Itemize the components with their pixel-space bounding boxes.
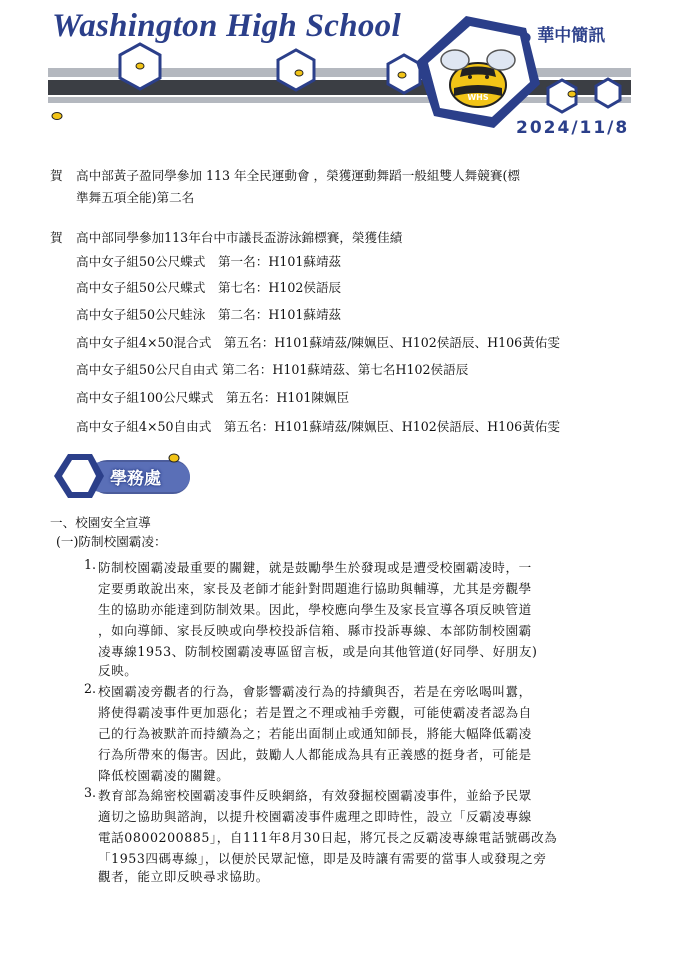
result-line: 高中女子組4×50混合式 第五名：H101蘇靖茲/陳姵臣、H102侯語辰、H106黃佑雯 — [76, 335, 560, 350]
bee-bullet-icon: ● — [520, 30, 532, 45]
item-line: 生的協助亦能達到防制效果。因此，學校應向學生及家長宣導各項反映管道 — [98, 602, 532, 617]
announcement-line: 準舞五項全能)第二名 — [76, 190, 195, 205]
small-bee-icon — [52, 113, 62, 120]
item-line: 定要勇敢說出來，家長及老師才能針對問題進行協助與輔導，尤其是旁觀學 — [98, 581, 532, 596]
item-number: 1. — [84, 557, 97, 572]
item-line: 將使得霸凌事件更加惡化；若是置之不理或袖手旁觀，可能使霸凌者認為自 — [98, 705, 532, 720]
issue-date: 2024/11/8 — [516, 118, 630, 138]
small-bee-icon — [295, 70, 303, 76]
small-bee-icon — [136, 63, 144, 69]
item-line: 適切之協助與諮詢，以提升校園霸凌事件處理之即時性，設立「反霸凌專線 — [98, 809, 532, 824]
announcement-line: 高中部黃子盈同學參加 113 年全民運動會 ，榮獲運動舞蹈一般組雙人舞競賽(標 — [76, 168, 520, 183]
item-line: 校園霸凌旁觀者的行為，會影響霸凌行為的持續與否，若是在旁吆喝叫囂， — [98, 684, 532, 699]
item-line: 反映。 — [98, 663, 138, 678]
item-number: 2. — [84, 681, 97, 696]
logo-text: WHS — [467, 93, 489, 102]
section-bee-icon — [169, 454, 179, 462]
item-line: 己的行為被默許而持續為之；若能出面制止或通知師長，將能大幅降低霸凌 — [98, 726, 532, 741]
banner-stripe-light — [48, 97, 631, 103]
result-line: 高中女子組50公尺自由式 第二名：H101蘇靖茲、第七名H102侯語辰 — [76, 362, 469, 377]
item-line: 凌專線1953、防制校園霸凌專區留言板，或是向其他管道(好同學、好朋友) — [98, 644, 538, 659]
section-subheading: (一)防制校園霸凌： — [56, 534, 167, 549]
item-line: 行為所帶來的傷害。因此，鼓勵人人都能成為具有正義感的挺身者，可能是 — [98, 747, 532, 762]
result-line: 高中女子組50公尺蝶式 第七名：H102侯語辰 — [76, 280, 342, 295]
school-name: Washington High School — [52, 8, 401, 44]
item-line: 「1953四碼專線」，以便於民眾記憶，即是及時讓有需要的當事人或發現之旁 — [98, 851, 547, 866]
item-line: 防制校園霸凌最重要的關鍵，就是鼓勵學生於發現或是遭受校園霸凌時，一 — [98, 560, 532, 575]
item-line: 教育部為綿密校園霸凌事件反映網絡，有效發掘校園霸凌事件，並給予民眾 — [98, 788, 532, 803]
small-bee-icon — [568, 91, 576, 97]
result-line: 高中女子組4×50自由式 第五名：H101蘇靖茲/陳姵臣、H102侯語辰、H106黃佑雯 — [76, 419, 560, 434]
small-bee-icon — [398, 72, 406, 78]
section-badge-label: 學務處 — [110, 469, 161, 489]
result-line: 高中女子組50公尺蛙泳 第二名：H101蘇靖茲 — [76, 307, 342, 322]
item-line: 降低校園霸凌的關鍵。 — [98, 768, 230, 783]
announcement-line: 高中部同學參加113年台中市議長盃游泳錦標賽，榮獲佳績 — [76, 230, 403, 245]
hexagon-decoration — [596, 79, 620, 107]
item-line: 觀者，能立即反映尋求協助。 — [98, 869, 269, 884]
result-line: 高中女子組100公尺蝶式 第五名：H101陳姵臣 — [76, 390, 350, 405]
result-line: 高中女子組50公尺蝶式 第一名：H101蘇靖茲 — [76, 254, 342, 269]
hexagon-decoration — [278, 50, 314, 90]
announcement-marker: 賀 — [50, 230, 63, 245]
item-number: 3. — [84, 785, 97, 800]
newsletter-title: ● 華中簡訊 — [520, 26, 606, 46]
item-line: ，如向導師、家長反映或向學校投訴信箱、縣市投訴專線、本部防制校園霸 — [98, 623, 532, 638]
item-line: 電話0800200885」，自111年8月30日起，將冗長之反霸凌專線電話號碼改為 — [98, 830, 558, 845]
announcement-marker: 賀 — [50, 168, 63, 183]
section-heading: 一、校園安全宣導 — [50, 515, 151, 530]
